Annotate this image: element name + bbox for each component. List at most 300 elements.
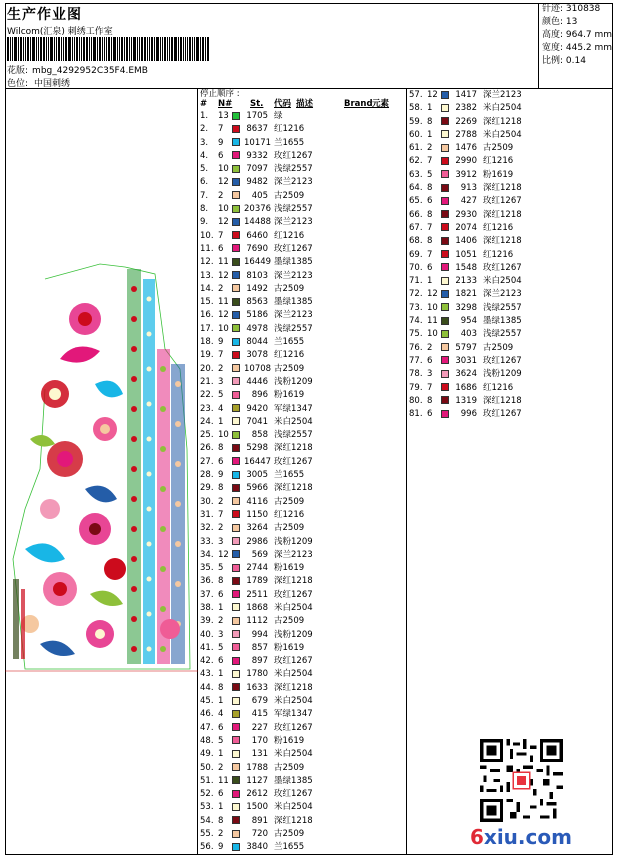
row-description: 兰1655	[274, 337, 305, 348]
row-seq: 49.	[200, 749, 214, 760]
color-swatch	[232, 630, 240, 638]
table-row	[407, 195, 613, 208]
row-seq: 2.	[200, 124, 209, 135]
row-needle: 8	[427, 236, 433, 247]
color-swatch	[441, 356, 449, 364]
row-seq: 55.	[200, 829, 214, 840]
row-stitches: 994	[251, 629, 268, 640]
row-description: 深红1218	[274, 815, 313, 826]
row-description: 深红1218	[274, 576, 313, 587]
table-row	[407, 355, 613, 368]
row-needle: 9	[218, 337, 224, 348]
row-needle: 1	[218, 602, 224, 613]
row-stitches: 3264	[246, 523, 268, 534]
table-row	[198, 482, 406, 495]
row-stitches: 2612	[246, 789, 268, 800]
row-stitches: 1319	[455, 395, 477, 406]
row-description: 深兰2123	[274, 310, 313, 321]
row-seq: 53.	[200, 802, 214, 813]
row-description: 墨绿1385	[274, 297, 313, 308]
table-row	[198, 562, 406, 575]
header-elem: 元素	[372, 99, 390, 109]
row-seq: 13.	[200, 270, 214, 281]
row-stitches: 16447	[244, 456, 272, 467]
row-stitches: 2269	[455, 116, 477, 127]
table-row	[198, 748, 406, 761]
row-description: 兰1655	[274, 137, 305, 148]
row-description: 玫红1267	[483, 409, 522, 420]
table-row	[407, 275, 613, 288]
table-row	[407, 328, 613, 341]
color-swatch	[441, 250, 449, 258]
color-swatch	[232, 550, 240, 558]
row-description: 古2509	[274, 283, 305, 294]
row-stitches: 5797	[455, 342, 477, 353]
row-stitches: 1417	[455, 90, 477, 100]
embroidery-preview-image	[5, 89, 198, 855]
row-stitches: 891	[251, 815, 268, 826]
colorway-line	[7, 76, 70, 89]
color-swatch	[232, 537, 240, 545]
row-seq: 22.	[200, 390, 214, 401]
row-seq: 20.	[200, 363, 214, 374]
row-description: 米白2504	[274, 749, 313, 760]
row-stitches: 3912	[455, 169, 477, 180]
color-swatch	[441, 210, 449, 218]
row-stitches: 1705	[246, 111, 268, 121]
color-swatch	[441, 184, 449, 192]
table-header	[198, 99, 406, 110]
table-row	[198, 110, 406, 123]
row-description: 浅粉1209	[274, 629, 313, 640]
color-swatch	[441, 343, 449, 351]
row-seq: 36.	[200, 576, 214, 587]
row-needle: 3	[218, 376, 224, 387]
color-swatch	[441, 117, 449, 125]
row-seq: 27.	[200, 456, 214, 467]
row-stitches: 679	[251, 696, 268, 707]
row-description: 浅绿2557	[274, 430, 313, 441]
color-swatch	[441, 197, 449, 205]
table-row	[407, 89, 613, 102]
table-row	[407, 288, 613, 301]
design-height: 高度: 964.7 mm	[542, 30, 613, 40]
color-swatch	[441, 370, 449, 378]
table-row	[407, 382, 613, 395]
table-row	[407, 302, 613, 315]
table-row	[198, 629, 406, 642]
color-swatch	[232, 590, 240, 598]
row-stitches: 14488	[244, 217, 272, 228]
row-description: 浅绿2557	[274, 204, 313, 215]
row-seq: 61.	[409, 143, 423, 154]
header-left	[5, 3, 539, 89]
table-row	[198, 469, 406, 482]
row-stitches: 3298	[455, 302, 477, 313]
row-needle: 2	[218, 190, 224, 201]
stop-sequence-column-1	[198, 89, 407, 855]
row-needle: 2	[218, 523, 224, 534]
row-seq: 70.	[409, 262, 423, 273]
row-description: 深兰2123	[274, 549, 313, 560]
color-count: 颜色: 13	[542, 17, 578, 27]
row-stitches: 1548	[455, 262, 477, 273]
color-swatch	[232, 524, 240, 532]
row-description: 深红1218	[483, 116, 522, 127]
table-row	[198, 815, 406, 828]
row-description: 墨绿1385	[483, 316, 522, 327]
table-row	[198, 137, 406, 150]
table-row	[407, 342, 613, 355]
color-swatch	[232, 816, 240, 824]
row-description: 古2509	[274, 762, 305, 773]
row-description: 古2509	[274, 190, 305, 201]
table-row	[198, 403, 406, 416]
row-needle: 6	[218, 243, 224, 254]
table-row	[198, 376, 406, 389]
row-needle: 2	[218, 616, 224, 627]
row-stitches: 405	[251, 190, 268, 201]
color-swatch	[232, 431, 240, 439]
row-description: 浅绿2557	[483, 329, 522, 340]
row-stitches: 2986	[246, 536, 268, 547]
color-swatch	[441, 290, 449, 298]
row-stitches: 3031	[455, 355, 477, 366]
colorway-name: 中国刺绣	[34, 79, 71, 89]
row-seq: 29.	[200, 483, 214, 494]
row-needle: 2	[218, 496, 224, 507]
row-description: 古2509	[274, 496, 305, 507]
color-swatch	[232, 457, 240, 465]
row-description: 玫红1267	[274, 589, 313, 600]
row-needle: 1	[218, 416, 224, 427]
table-row	[198, 801, 406, 814]
row-description: 深红1218	[483, 236, 522, 247]
row-seq: 64.	[409, 183, 423, 194]
table-row	[407, 116, 613, 129]
table-row	[198, 389, 406, 402]
table-row	[198, 682, 406, 695]
row-needle: 7	[218, 124, 224, 135]
row-needle: 6	[427, 196, 433, 207]
row-needle: 7	[427, 222, 433, 233]
color-swatch	[441, 170, 449, 178]
row-seq: 62.	[409, 156, 423, 167]
row-needle: 4	[218, 709, 224, 720]
row-description: 玫红1267	[274, 456, 313, 467]
color-swatch	[232, 471, 240, 479]
row-stitches: 7041	[246, 416, 268, 427]
row-needle: 10	[218, 430, 229, 441]
row-stitches: 857	[251, 642, 268, 653]
row-needle: 10	[427, 302, 438, 313]
row-needle: 13	[218, 111, 229, 121]
watermark-logo: 6xiu.com	[470, 825, 572, 849]
table-row	[198, 536, 406, 549]
row-needle: 5	[427, 169, 433, 180]
color-swatch	[232, 218, 240, 226]
row-stitches: 3078	[246, 350, 268, 361]
header-desc: 描述	[296, 99, 314, 109]
table-row	[198, 589, 406, 602]
row-needle: 6	[427, 262, 433, 273]
table-row	[407, 169, 613, 182]
row-stitches: 5966	[246, 483, 268, 494]
row-seq: 51.	[200, 775, 214, 786]
row-needle: 7	[427, 382, 433, 393]
color-swatch	[232, 112, 240, 120]
row-stitches: 3840	[246, 842, 268, 853]
table-row	[407, 368, 613, 381]
row-seq: 35.	[200, 563, 214, 574]
row-stitches: 131	[251, 749, 268, 760]
row-needle: 9	[218, 137, 224, 148]
header-code: 代码	[274, 99, 292, 109]
row-description: 米白2504	[274, 602, 313, 613]
row-seq: 18.	[200, 337, 214, 348]
row-needle: 10	[218, 323, 229, 334]
row-description: 古2509	[274, 363, 305, 374]
row-description: 米白2504	[274, 416, 313, 427]
table-row	[198, 349, 406, 362]
row-description: 玫红1267	[483, 262, 522, 273]
row-seq: 34.	[200, 549, 214, 560]
row-description: 红1216	[483, 382, 514, 393]
color-swatch	[232, 125, 240, 133]
row-description: 浅绿2557	[274, 323, 313, 334]
color-swatch	[232, 151, 240, 159]
color-swatch	[232, 444, 240, 452]
row-needle: 7	[427, 249, 433, 260]
row-description: 浅粉1209	[274, 376, 313, 387]
row-needle: 5	[218, 735, 224, 746]
row-needle: 9	[218, 470, 224, 481]
row-description: 深兰2123	[483, 289, 522, 300]
row-needle: 4	[218, 403, 224, 414]
row-seq: 31.	[200, 509, 214, 520]
row-description: 红1216	[483, 156, 514, 167]
table-row	[407, 395, 613, 408]
table-row	[198, 163, 406, 176]
row-needle: 7	[218, 230, 224, 241]
color-swatch	[232, 271, 240, 279]
row-seq: 77.	[409, 355, 423, 366]
row-stitches: 913	[460, 183, 477, 194]
row-stitches: 1406	[455, 236, 477, 247]
table-row	[198, 336, 406, 349]
row-description: 红1216	[483, 222, 514, 233]
row-description: 浅绿2557	[483, 302, 522, 313]
row-seq: 50.	[200, 762, 214, 773]
row-stitches: 896	[251, 390, 268, 401]
row-needle: 2	[218, 829, 224, 840]
row-description: 米白2504	[274, 802, 313, 813]
design-preview	[5, 89, 198, 855]
row-description: 米白2504	[483, 103, 522, 114]
row-seq: 14.	[200, 283, 214, 294]
row-needle: 2	[218, 363, 224, 374]
row-needle: 6	[427, 409, 433, 420]
table-row	[407, 408, 613, 421]
table-row	[198, 256, 406, 269]
page-title: 生产作业图	[7, 7, 82, 23]
table-row	[198, 323, 406, 336]
design-label: 花版:	[7, 66, 29, 76]
row-needle: 11	[218, 775, 229, 786]
row-needle: 12	[427, 90, 438, 100]
row-stitches: 3624	[455, 369, 477, 380]
row-description: 浅粉1209	[274, 536, 313, 547]
row-seq: 41.	[200, 642, 214, 653]
table-row	[407, 102, 613, 115]
color-swatch	[232, 377, 240, 385]
color-swatch	[232, 311, 240, 319]
color-swatch	[232, 138, 240, 146]
design-scale: 比例: 0.14	[542, 56, 586, 66]
row-stitches: 4978	[246, 323, 268, 334]
row-description: 红1216	[274, 230, 305, 241]
row-needle: 2	[218, 762, 224, 773]
row-seq: 74.	[409, 316, 423, 327]
row-seq: 10.	[200, 230, 214, 241]
color-swatch	[441, 91, 449, 99]
row-stitches: 4446	[246, 376, 268, 387]
color-swatch	[232, 165, 240, 173]
row-stitches: 5186	[246, 310, 268, 321]
row-stitches: 415	[251, 709, 268, 720]
table-row	[198, 602, 406, 615]
color-swatch	[232, 750, 240, 758]
row-needle: 7	[427, 156, 433, 167]
row-stitches: 1112	[246, 616, 268, 627]
color-swatch	[232, 843, 240, 851]
row-description: 古2509	[274, 829, 305, 840]
row-description: 浅绿2557	[274, 164, 313, 175]
qr-code	[480, 739, 563, 822]
color-swatch	[232, 710, 240, 718]
row-stitches: 1492	[246, 283, 268, 294]
color-swatch	[232, 763, 240, 771]
row-stitches: 1821	[455, 289, 477, 300]
row-stitches: 1633	[246, 682, 268, 693]
row-stitches: 2990	[455, 156, 477, 167]
color-swatch	[441, 277, 449, 285]
row-stitches: 3005	[246, 470, 268, 481]
row-needle: 6	[218, 722, 224, 733]
row-stitches: 7690	[246, 243, 268, 254]
row-description: 深兰2123	[274, 217, 313, 228]
table-row	[198, 416, 406, 429]
color-swatch	[232, 284, 240, 292]
row-stitches: 1127	[246, 775, 268, 786]
row-seq: 46.	[200, 709, 214, 720]
row-description: 玫红1267	[274, 243, 313, 254]
table-row	[198, 655, 406, 668]
row-description: 玫红1267	[274, 789, 313, 800]
table-row	[198, 775, 406, 788]
row-stitches: 10171	[244, 137, 272, 148]
row-needle: 10	[218, 204, 229, 215]
row-description: 深红1218	[483, 209, 522, 220]
table-row	[198, 615, 406, 628]
row-seq: 38.	[200, 602, 214, 613]
table-row	[198, 123, 406, 136]
row-needle: 8	[218, 443, 224, 454]
header-brand: Brand	[344, 99, 373, 109]
row-stitches: 569	[251, 549, 268, 560]
color-swatch	[232, 803, 240, 811]
row-needle: 2	[427, 342, 433, 353]
row-stitches: 720	[251, 829, 268, 840]
table-rows-1	[198, 110, 406, 855]
row-description: 深红1218	[274, 483, 313, 494]
color-swatch	[232, 577, 240, 585]
row-needle: 3	[427, 369, 433, 380]
row-needle: 5	[218, 563, 224, 574]
row-seq: 1.	[200, 111, 209, 121]
color-swatch	[232, 776, 240, 784]
row-needle: 1	[218, 802, 224, 813]
color-swatch	[232, 324, 240, 332]
row-stitches: 6460	[246, 230, 268, 241]
row-seq: 44.	[200, 682, 214, 693]
row-seq: 73.	[409, 302, 423, 313]
row-description: 军绿1347	[274, 403, 313, 414]
table-row	[198, 243, 406, 256]
table-row	[407, 155, 613, 168]
row-needle: 6	[218, 456, 224, 467]
table-row	[198, 762, 406, 775]
row-description: 绿	[274, 111, 283, 121]
row-description: 深兰2123	[274, 270, 313, 281]
row-stitches: 1868	[246, 602, 268, 613]
row-description: 墨绿1385	[274, 257, 313, 268]
row-seq: 24.	[200, 416, 214, 427]
row-seq: 23.	[200, 403, 214, 414]
row-needle: 1	[427, 129, 433, 140]
table-row	[407, 262, 613, 275]
row-stitches: 858	[251, 430, 268, 441]
row-needle: 8	[218, 576, 224, 587]
row-seq: 65.	[409, 196, 423, 207]
table-row	[198, 496, 406, 509]
row-seq: 12.	[200, 257, 214, 268]
row-description: 玫红1267	[274, 150, 313, 161]
color-swatch	[232, 723, 240, 731]
row-seq: 76.	[409, 342, 423, 353]
row-stitches: 8563	[246, 297, 268, 308]
row-stitches: 10708	[244, 363, 272, 374]
row-description: 米白2504	[483, 276, 522, 287]
color-swatch	[441, 303, 449, 311]
row-description: 深兰2123	[274, 177, 313, 188]
row-needle: 6	[218, 789, 224, 800]
row-needle: 8	[218, 483, 224, 494]
color-swatch	[441, 410, 449, 418]
color-swatch	[232, 205, 240, 213]
row-stitches: 2788	[455, 129, 477, 140]
color-swatch	[232, 298, 240, 306]
row-seq: 7.	[200, 190, 209, 201]
row-description: 古2509	[483, 143, 514, 154]
row-needle: 7	[218, 350, 224, 361]
row-stitches: 1500	[246, 802, 268, 813]
header-st: St.	[250, 99, 264, 109]
row-needle: 1	[427, 276, 433, 287]
row-seq: 4.	[200, 150, 209, 161]
stop-sequence-column-2	[407, 89, 613, 421]
row-seq: 28.	[200, 470, 214, 481]
